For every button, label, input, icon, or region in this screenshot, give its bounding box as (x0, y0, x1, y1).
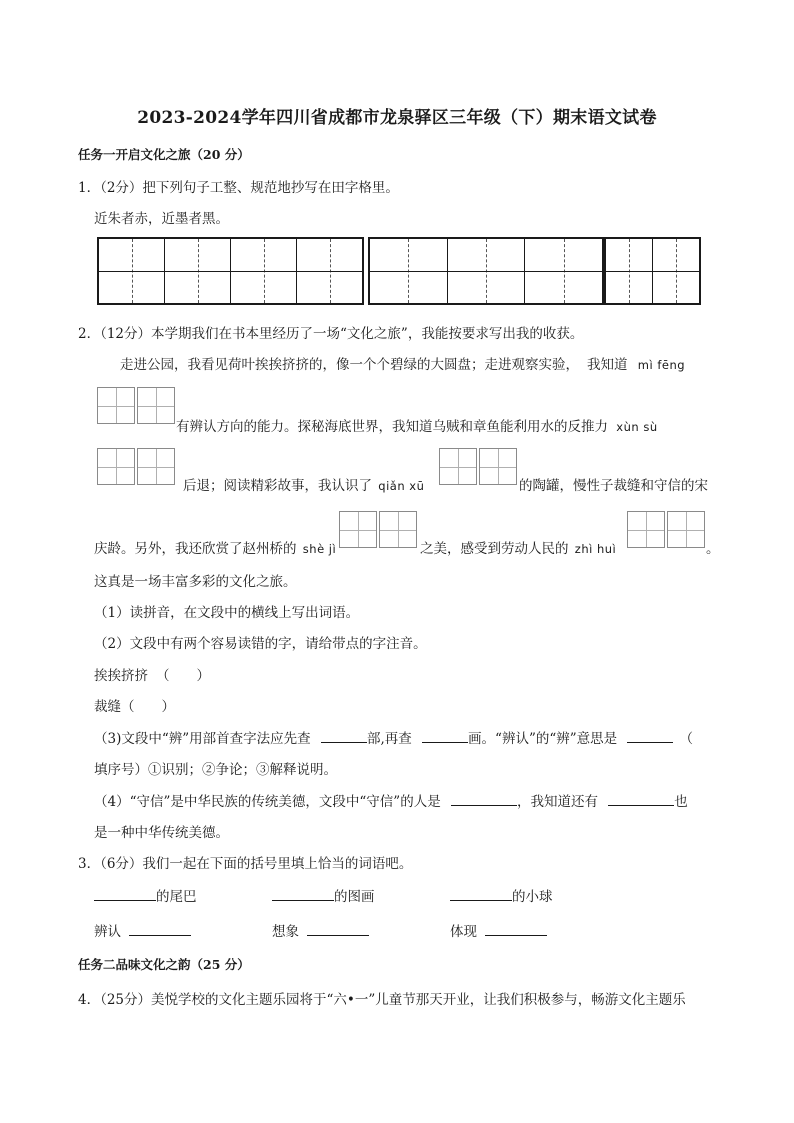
passage-line-4a: 庆龄。另外，我还欣赏了赵州桥的 shè jì (94, 541, 337, 557)
section-heading-task2: 任务二品味文化之韵（25 分） (78, 957, 250, 972)
pinyin-sheji: shè jì (302, 542, 337, 556)
passage-line-5: 这真是一场丰富多彩的文化之旅。 (94, 574, 297, 590)
word-annotate-2[interactable]: 裁缝（ ） (94, 699, 175, 715)
subquestion-4: （4）“守信”是中华民族的传统美德，文段中“守信”的人是 ，我知道还有 也 (94, 790, 688, 810)
blank-q3-4[interactable] (129, 921, 191, 936)
section-heading-task1: 任务一开启文化之旅（20 分） (78, 147, 250, 162)
writing-grid-left[interactable] (97, 237, 364, 305)
question-1-stem: 1．（2分）把下列句子工整、规范地抄写在田字格里。 (78, 180, 399, 196)
question-3-stem: 3．（6分）我们一起在下面的括号里填上恰当的词语吧。 (78, 856, 413, 872)
passage-line-2: 有辨认方向的能力。探秘海底世界，我知道乌贼和章鱼能利用水的反推力 xùn sù (176, 419, 658, 435)
q3-item-5: 想象 (272, 920, 369, 940)
blank-strokes[interactable] (422, 728, 468, 743)
blank-shouxin-person[interactable] (451, 791, 517, 806)
blank-q3-5[interactable] (307, 921, 369, 936)
blank-meaning[interactable] (627, 728, 673, 743)
writing-grid-right-end[interactable] (604, 237, 701, 305)
q3-item-6: 体现 (450, 920, 547, 940)
answer-box-xunsu[interactable] (97, 448, 175, 485)
passage-period: 。 (706, 541, 720, 557)
blank-q3-6[interactable] (485, 921, 547, 936)
q3-item-2: 的图画 (272, 885, 375, 905)
blank-q3-1[interactable] (94, 886, 156, 901)
subquestion-2: （2）文段中有两个容易读错的字，请给带点的字注音。 (94, 636, 427, 652)
question-2-stem: 2．（12分）本学期我们在书本里经历了一场“文化之旅”，我能按要求写出我的收获。 (78, 326, 584, 342)
subquestion-3-options: 填序号）①识别；②争论；③解释说明。 (94, 762, 337, 778)
blank-q3-2[interactable] (272, 886, 334, 901)
passage-line-1: 走进公园，我看见荷叶挨挨挤挤的，像一个个碧绿的大圆盘；走进观察实验， 我知道 mì fēng (120, 357, 686, 373)
blank-radical[interactable] (321, 728, 367, 743)
answer-box-qianxu[interactable] (439, 448, 517, 485)
blank-q3-3[interactable] (450, 886, 512, 901)
page-title: 2023-2024学年四川省成都市龙泉驿区三年级（下）期末语文试卷 (137, 108, 657, 128)
q3-item-1: 的尾巴 (94, 885, 197, 905)
q3-item-3: 的小球 (450, 885, 553, 905)
pinyin-mifeng: mì fēng (637, 358, 686, 372)
passage-line-3a: 后退；阅读精彩故事，我认识了 qiǎn xū (183, 478, 425, 494)
answer-box-zhihui[interactable] (627, 511, 705, 548)
passage-line-3b: 的陶罐，慢性子裁缝和守信的宋 (519, 478, 708, 494)
pinyin-zhihui: zhì huì (574, 542, 617, 556)
q3-item-4: 辨认 (94, 920, 191, 940)
subquestion-3: （3)文段中“辨”用部首查字法应先查 部,再查 画。“辨认”的“辨”意思是 （ (94, 727, 693, 747)
question-4-stem: 4．（25分）美悦学校的文化主题乐园将于“六•一”儿童节那天开业，让我们积极参与，畅游文化主题乐 (78, 992, 686, 1008)
answer-box-sheji[interactable] (339, 511, 417, 548)
subquestion-4-cont: 是一种中华传统美德。 (94, 825, 229, 841)
question-1-sentence: 近朱者赤，近墨者黑。 (94, 211, 229, 227)
pinyin-qianxu: qiǎn xū (378, 479, 425, 493)
blank-other-virtue[interactable] (608, 791, 674, 806)
passage-line-4b: 之美，感受到劳动人民的 zhì huì (420, 541, 617, 557)
word-annotate-1[interactable]: 挨挨挤挤 （ ） (94, 668, 210, 684)
subquestion-1: （1）读拼音，在文段中的横线上写出词语。 (94, 605, 360, 621)
pinyin-xunsu: xùn sù (616, 420, 658, 434)
answer-box-mifeng[interactable] (97, 387, 175, 424)
